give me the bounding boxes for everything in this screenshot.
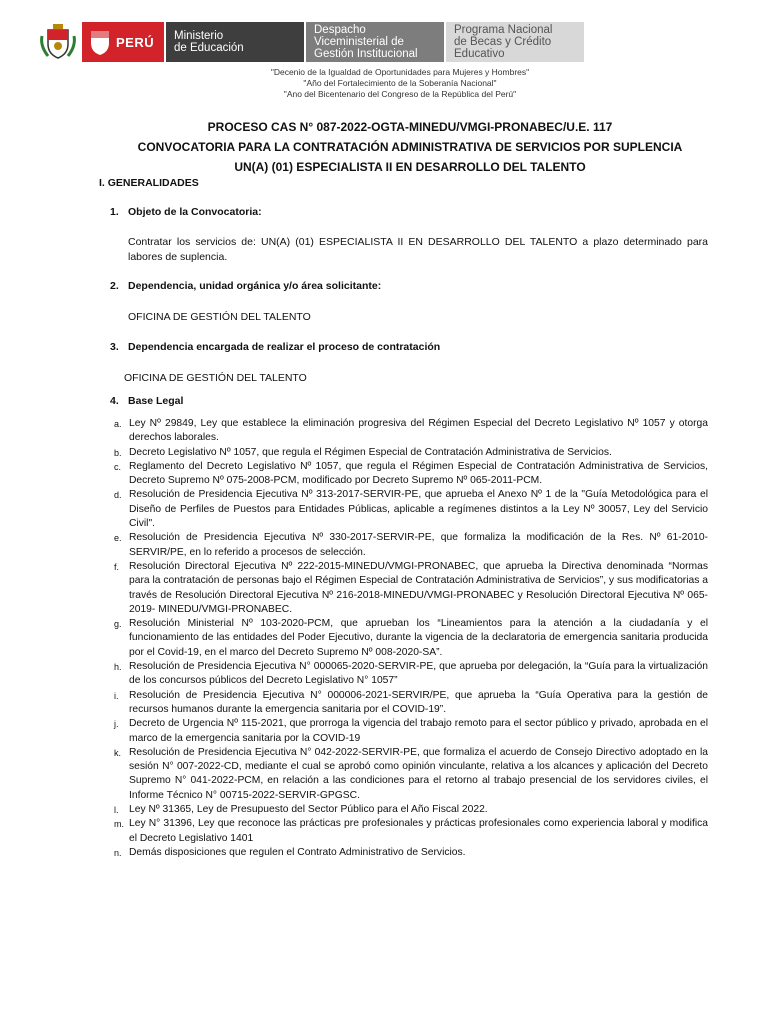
list-letter: k. — [114, 747, 122, 758]
list-item — [114, 460, 708, 489]
list-item — [114, 446, 708, 460]
title-line: UN(A) (01) ESPECIALISTA II EN DESARROLLO DEL TALENTO — [234, 160, 586, 174]
list-letter: n. — [114, 847, 122, 858]
office-line: Gestión Institucional — [314, 48, 418, 60]
list-item — [114, 846, 708, 860]
office-block — [306, 22, 444, 62]
list-text: Resolución de Presidencia Ejecutiva Nº 330-2017-SERVIR-PE, que formaliza la modificación de la Res. Nº 61-2010-SERVIR/PE, en lo referido a procesos de selección. — [129, 532, 708, 558]
list-letter: b. — [114, 447, 122, 458]
document-title — [80, 117, 740, 177]
ministry-line: Ministerio — [174, 30, 224, 42]
item-title: Objeto de la Convocatoria: — [128, 206, 262, 218]
list-text: Resolución de Presidencia Ejecutiva N° 042-2022-SERVIR-PE, que formaliza el acuerdo de Consejo Directivo adoptado en la sesión N° 007-2022-CD, mediante el cual se aprobó como opinión vinculante, relativa a los alcances y aplicación del Decreto Supremo N° 041-2022-PCM, en relación a las condiciones para el retorno al trabajo presencial de los servidores civiles, el Informe Técnico N° 00715-2022-SERVIR-GPGSC. — [129, 746, 708, 801]
list-text: Resolución Directoral Ejecutiva Nº 222-2015-MINEDU/VMGI-PRONABEC, que aprueba la Directiva denominada “Normas para la contratación de personas bajo el Régimen Especial de Contratación Administrativa de Servicios”, y sus modificatorias a través de Resolución Directoral Ejecutiva Nº 216-2018-MINEDU/VMGI-PRONABEC y Resolución Directoral Ejecutiva Nº 065-2019- MINEDU/VMGI-PRONABEC. — [129, 560, 708, 615]
item-title: Dependencia, unidad orgánica y/o área solicitante: — [128, 280, 382, 292]
list-item — [114, 746, 708, 803]
program-line: Programa Nacional — [454, 24, 553, 36]
list-text: Decreto de Urgencia Nº 115-2021, que prorroga la vigencia del trabajo remoto para el sector público y privado, aprobada en el marco de la emergencia sanitaria por la COVID-19 — [129, 718, 708, 744]
coat-of-arms-icon — [38, 22, 78, 62]
program-block — [446, 22, 584, 62]
objeto-text: Contratar los servicios de: UN(A) (01) ESPECIALISTA II EN DESARROLLO DEL TALENTO a plazo determinado para labores de suplencia. — [128, 236, 708, 263]
motto-line: "Decenio de la Igualdad de Oportunidades para Mujeres y Hombres" — [270, 67, 530, 77]
list-text: Ley Nº 31365, Ley de Presupuesto del Sector Público para el Año Fiscal 2022. — [129, 804, 488, 816]
list-letter: e. — [114, 533, 122, 544]
peru-brand-box — [82, 22, 164, 62]
list-item — [114, 803, 708, 817]
list-text: Resolución de Presidencia Ejecutiva N° 000065-2020-SERVIR-PE, que aprueba por delegación, la “Guía para la virtualización de los concursos públicos del Decreto Legislativo N° 1057” — [129, 661, 708, 687]
program-line: Educativo — [454, 48, 505, 60]
list-item — [114, 560, 708, 617]
mottos — [230, 67, 570, 100]
list-letter: g. — [114, 619, 122, 630]
item-title: Base Legal — [128, 395, 184, 407]
item-number: 4. — [110, 395, 119, 407]
list-text: Demás disposiciones que regulen el Contrato Administrativo de Servicios. — [129, 846, 466, 858]
office-line: Viceministerial de — [314, 36, 404, 48]
program-line: de Becas y Crédito — [454, 36, 552, 48]
motto-line: "Año del Fortalecimiento de la Soberanía Nacional" — [303, 78, 497, 88]
section-heading: I. GENERALIDADES — [99, 177, 199, 189]
list-text: Decreto Legislativo Nº 1057, que regula el Régimen Especial de Contratación Administrativa de Servicios. — [129, 446, 612, 458]
encargada-value: OFICINA DE GESTIÓN DEL TALENTO — [124, 372, 307, 384]
list-letter: l. — [114, 805, 119, 816]
office-line: Despacho — [314, 24, 366, 36]
item-number: 2. — [110, 280, 119, 292]
legal-list — [114, 417, 708, 860]
list-letter: a. — [114, 419, 122, 429]
list-text: Resolución de Presidencia Ejecutiva N° 000006-2021-SERVIR/PE, que aprueba la “Guía Operativa para la gestión de recursos humanos durante la emergencia sanitaria por el COVID-19”. — [129, 689, 708, 715]
list-letter: f. — [114, 561, 120, 572]
list-letter: m. — [114, 819, 124, 830]
list-letter: j. — [114, 719, 119, 730]
item-title: Dependencia encargada de realizar el proceso de contratación — [128, 341, 441, 353]
list-item — [114, 717, 708, 746]
item-heading — [110, 206, 262, 218]
list-item — [114, 689, 708, 718]
list-text: Resolución de Presidencia Ejecutiva Nº 313-2017-SERVIR-PE, que aprueba el Anexo Nº 1 de la "Guía Metodológica para el Diseño de Perfiles de Puestos para Entidades Públicas, aplicable a regímenes distintos a la Ley Nº 30057, Ley del Servicio Civil". — [129, 489, 708, 530]
title-line: PROCESO CAS N° 087-2022-OGTA-MINEDU/VMGI-PRONABEC/U.E. 117 — [207, 120, 613, 134]
ministry-line: de Educación — [174, 42, 244, 54]
motto-line: "Ano del Bicentenario del Congreso de la República del Perú" — [283, 89, 517, 99]
title-line: CONVOCATORIA PARA LA CONTRATACIÓN ADMINISTRATIVA DE SERVICIOS POR SUPLENCIA — [137, 140, 683, 154]
item-number: 1. — [110, 206, 119, 218]
list-letter: c. — [114, 461, 122, 472]
page-header — [38, 20, 558, 64]
list-item — [114, 617, 708, 660]
list-text: Resolución Ministerial Nº 103-2020-PCM, que aprueban los “Lineamientos para la atención a la ciudadanía y el funcionamiento de las entidades del Poder Ejecutivo, durante la vigencia de la declaratoria de emergencia sanitaria producida por el Covid-19, en el marco del Decreto Supremo Nº 008-2020-SA”. — [129, 618, 708, 658]
ministry-block — [166, 22, 304, 62]
list-item — [114, 660, 708, 689]
list-letter: h. — [114, 662, 122, 673]
item-heading — [110, 395, 183, 407]
list-text: Reglamento del Decreto Legislativo Nº 1057, que regula el Régimen Especial de Contratación Administrativa de Servicios, Decreto Supremo Nº 075-2008-PCM, modificado por Decreto Supremo Nº 065-2011-PCM. — [129, 460, 708, 487]
item-heading — [110, 280, 381, 292]
list-letter: i. — [114, 690, 119, 701]
item-heading — [110, 341, 440, 353]
list-item — [114, 488, 708, 531]
list-item — [114, 531, 708, 560]
list-text: Ley N° 31396, Ley que reconoce las prácticas pre profesionales y prácticas profesionales como experiencia laboral y modifica el Decreto Legislativo 1401 — [129, 818, 708, 844]
peru-shield-icon — [88, 28, 112, 56]
list-text: Ley Nº 29849, Ley que establece la eliminación progresiva del Régimen Especial del Decreto Legislativo Nº 1057 y otorga derechos laborales. — [129, 418, 708, 444]
item-number: 3. — [110, 341, 119, 353]
country-label: PERÚ — [116, 34, 155, 50]
list-item — [114, 817, 708, 846]
list-letter: d. — [114, 490, 122, 501]
list-item — [114, 417, 708, 446]
dependencia-value: OFICINA DE GESTIÓN DEL TALENTO — [128, 311, 311, 323]
